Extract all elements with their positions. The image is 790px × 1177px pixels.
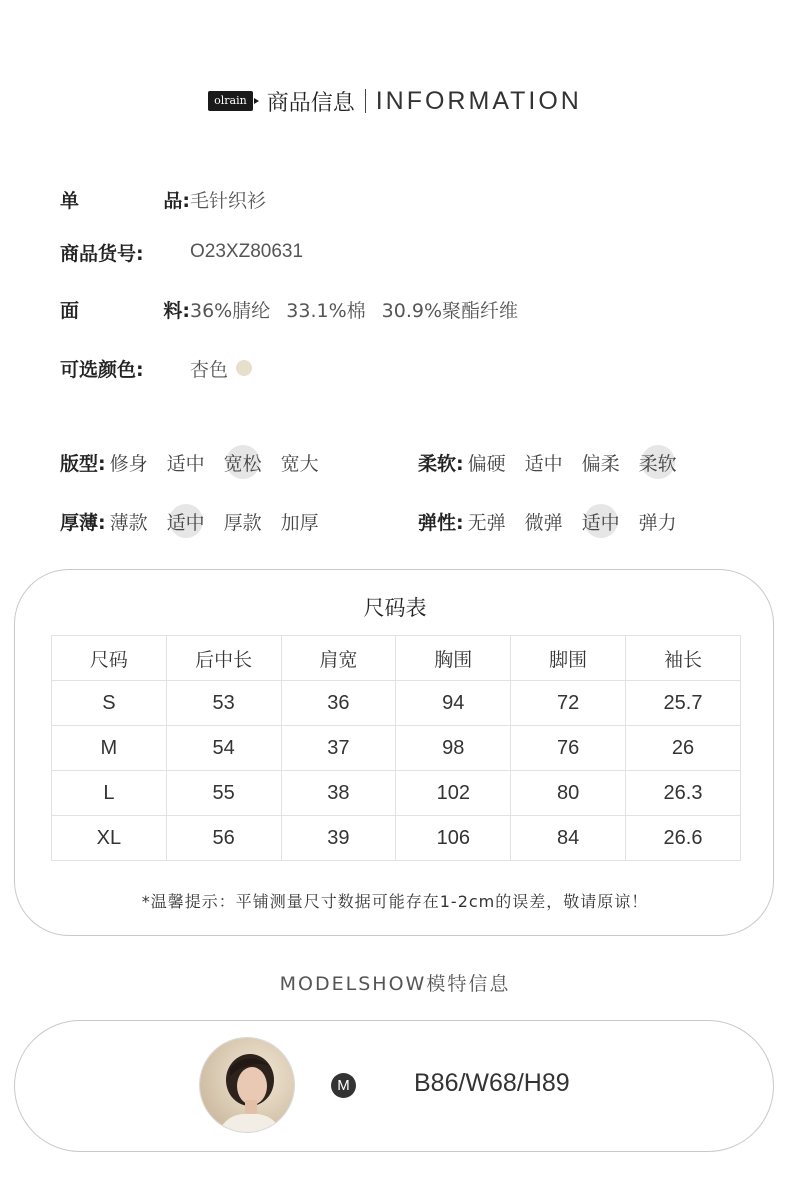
- header-title-en: INFORMATION: [375, 86, 582, 115]
- table-header-cell: 胸围: [396, 636, 511, 681]
- table-cell: XL: [52, 816, 167, 861]
- attr-option: 修身: [109, 452, 148, 475]
- table-cell: 80: [511, 771, 626, 816]
- table-cell: 39: [281, 816, 396, 861]
- attr-elasticity: [418, 506, 696, 536]
- table-cell: 38: [281, 771, 396, 816]
- size-chart-title: 尺码表: [363, 596, 427, 620]
- table-header-cell: 袖长: [625, 636, 740, 681]
- attr-label: 版型:: [60, 452, 106, 475]
- info-value: 毛针织衫: [190, 189, 267, 212]
- table-cell: 94: [396, 681, 511, 726]
- table-cell: 55: [166, 771, 281, 816]
- attr-option: 偏硬: [467, 452, 506, 475]
- info-label: 可选颜色:: [60, 358, 144, 381]
- attr-option: 适中: [524, 452, 563, 475]
- attr-option: 微弹: [524, 511, 563, 534]
- table-cell: 26.6: [625, 816, 740, 861]
- attr-option: 偏柔: [581, 452, 620, 475]
- info-label: 单 品:: [60, 189, 190, 212]
- table-cell: 84: [511, 816, 626, 861]
- table-cell: 26: [625, 726, 740, 771]
- table-header-cell: 脚围: [511, 636, 626, 681]
- attr-option-selected: 适中: [582, 508, 620, 535]
- attr-option: 加厚: [280, 511, 319, 534]
- table-cell: 76: [511, 726, 626, 771]
- table-row: [52, 771, 741, 816]
- attr-softness: [418, 447, 696, 477]
- table-row: [52, 726, 741, 771]
- table-cell: 56: [166, 816, 281, 861]
- table-cell: 36: [281, 681, 396, 726]
- table-cell: M: [52, 726, 167, 771]
- model-title: MODELSHOW模特信息: [279, 973, 511, 995]
- brand-logo: olrain: [208, 91, 253, 111]
- size-table: [51, 635, 741, 861]
- model-size-badge: M: [331, 1073, 356, 1098]
- info-label: 商品货号:: [60, 242, 144, 265]
- table-cell: 102: [396, 771, 511, 816]
- measurement-tip: *温馨提示：平铺测量尺寸数据可能存在1-2cm的误差，敬请原谅！: [141, 892, 649, 911]
- info-value: O23XZ80631: [190, 241, 304, 262]
- attr-option-selected: 宽松: [224, 449, 262, 476]
- attr-fit: [60, 447, 338, 477]
- attr-option: 厚款: [223, 511, 262, 534]
- table-header-row: [52, 636, 741, 681]
- table-cell: L: [52, 771, 167, 816]
- table-row: [52, 681, 741, 726]
- attr-label: 弹性:: [418, 511, 464, 534]
- table-header-cell: 尺码: [52, 636, 167, 681]
- attr-label: 厚薄:: [60, 511, 106, 534]
- info-row-product: [60, 184, 266, 214]
- header-title-cn: 商品信息: [266, 90, 355, 116]
- model-measurements: B86/W68/H89: [414, 1069, 570, 1097]
- table-cell: 37: [281, 726, 396, 771]
- attr-option: 弹力: [638, 511, 677, 534]
- table-header-cell: 肩宽: [281, 636, 396, 681]
- info-value: 36%腈纶 33.1%棉 30.9%聚酯纤维: [190, 299, 519, 322]
- info-row-color: [60, 353, 252, 383]
- info-row-fabric: [60, 294, 518, 324]
- attr-thickness: [60, 506, 338, 536]
- info-label: 面 料:: [60, 299, 190, 322]
- table-header-cell: 后中长: [166, 636, 281, 681]
- table-cell: 54: [166, 726, 281, 771]
- attr-option-selected: 柔软: [639, 449, 677, 476]
- table-cell: 72: [511, 681, 626, 726]
- info-value: 杏色: [190, 358, 229, 381]
- table-cell: 26.3: [625, 771, 740, 816]
- color-swatch: [236, 360, 252, 376]
- model-avatar: [199, 1037, 295, 1133]
- model-card: [14, 1020, 774, 1152]
- info-header: [0, 84, 790, 118]
- table-cell: 106: [396, 816, 511, 861]
- table-cell: 53: [166, 681, 281, 726]
- attr-option-selected: 适中: [167, 508, 205, 535]
- header-divider: [365, 89, 366, 113]
- info-row-sku: [60, 237, 303, 267]
- attr-option: 薄款: [109, 511, 148, 534]
- attr-option: 适中: [166, 452, 205, 475]
- table-row: [52, 816, 741, 861]
- attr-label: 柔软:: [418, 452, 464, 475]
- attr-option: 无弹: [467, 511, 506, 534]
- table-cell: 25.7: [625, 681, 740, 726]
- attr-option: 宽大: [280, 452, 319, 475]
- table-cell: S: [52, 681, 167, 726]
- table-cell: 98: [396, 726, 511, 771]
